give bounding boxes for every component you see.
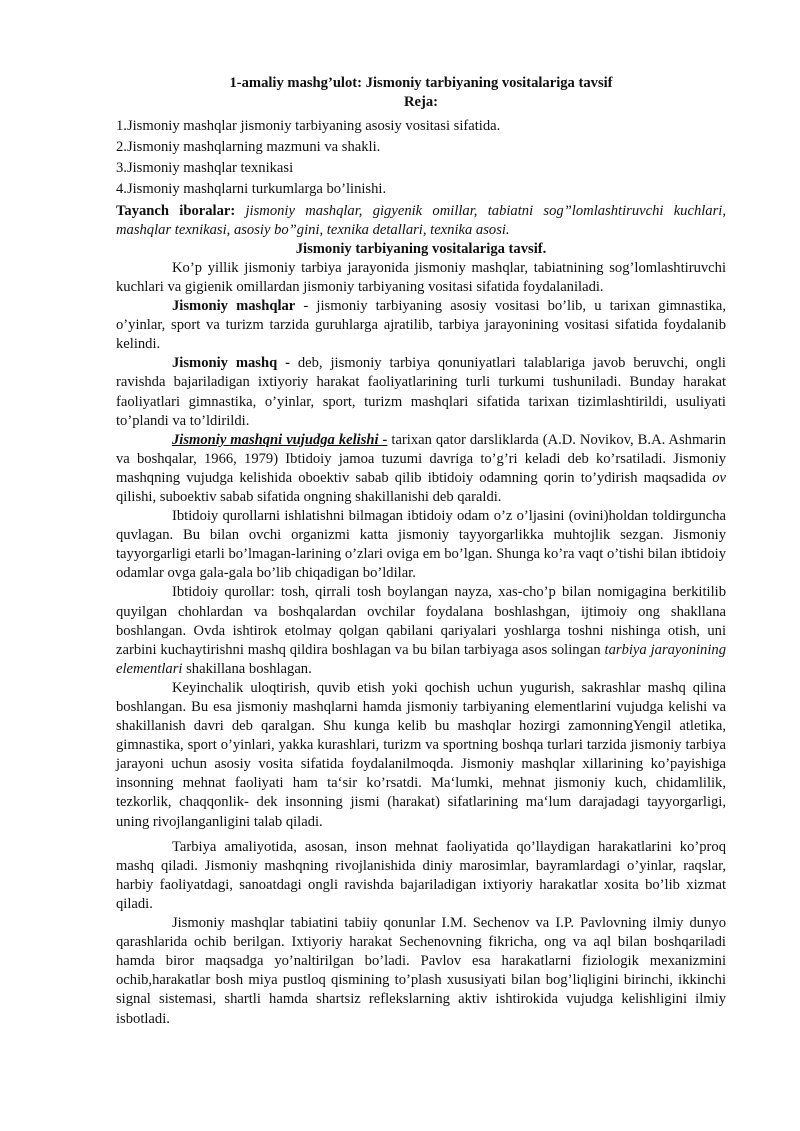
paragraph-origin (116, 431, 726, 507)
document-title: 1-amaliy mashg’ulot: Jismoniy tarbiyaning vositalariga tavsif (229, 75, 613, 91)
term-origin: Jismoniy mashqni vujudga kelishi - (172, 431, 388, 448)
document-page (116, 74, 726, 1029)
paragraph-text: Ibtidoiy qurollar: tosh, qirrali tosh boylangan nayza, xas-cho’p bilan nomigagina berkitilib quyilgan chohlardan va boshqalardan ovchilar foydalana boshlashgan, ijtimoiy ong shakllana boshlangan. Ovda ishtirok etolmay qolgan qabilani qariyalari yoshlarga toshni nishinga otish, uni zarbini kuchaytirishni mashq qildira boshlagan va bu bilan tarbiyaga asos solingan (116, 584, 726, 658)
italic-word: ov (712, 469, 726, 486)
keywords-paragraph (116, 202, 726, 240)
plan-list (116, 117, 726, 199)
paragraph-text: qilishi, suboektiv sabab sifatida ongning shakillanishi deb qaraldi. (116, 488, 502, 505)
paragraph-definition-exercise (116, 354, 726, 430)
plan-item: 3.Jismoniy mashqlar texnikasi (116, 160, 294, 177)
plan-item: 4.Jismoniy mashqlarni turkumlarga bo’linishi. (116, 181, 387, 198)
plan-heading: Reja: (403, 94, 439, 111)
paragraph-intro: Ko’p yillik jismoniy tarbiya jarayonida jismoniy mashqlar, tabiatnining sog’lomlashtiruvchi kuchlari va gigienik omillardan jismoniy tarbiyaning vositasi sifatida foydalaniladi. (116, 259, 726, 295)
paragraph-physiology: Jismoniy mashqlar tabiatini tabiiy qonunlar I.M. Sechenov va I.P. Pavlovning ilmiy dunyo qarashlarida ochib berilgan. Ixtiyoriy harakat Sechenovning fikricha, ong va aql bilan boshqariladi hamda biror maqsadga yo’naltirilgan bo’ladi. Pavlov esa harakatlarni fiziologik mexanizmini ochib,harakatlar bosh miya pustloq qismining to’plash xususiyati bilan bog’liqligini birinchi, ikkinchi signal sistemasi, shartli hamda shartsiz reflekslarning aktiv ishtirokida vujudga kelishligini ilmiy isbotladi. (116, 915, 726, 1027)
plan-item: 2.Jismoniy mashqlarning mazmuni va shakli. (116, 139, 381, 156)
keywords-label: Tayanch iboralar: (116, 202, 236, 219)
paragraph-text: shakillana boshlagan. (182, 660, 312, 677)
paragraph-practice: Tarbiya amaliyotida, asosan, inson mehnat faoliyatida qo’llaydigan harakatlarini ko’proq mashq qiladi. Jismoniy mashqning rivojlanishida diniy marosimlar, bayramlardagi o’yinlar, raqslar, harbiy faoliyatdagi, sanoatdagi ongli ravishda bajariladigan ixtiyoriy harakatlar xosita bo’lib xizmat qiladi. (116, 838, 726, 912)
paragraph-tools (116, 583, 726, 678)
paragraph-text: tarixan qator darsliklarda (A.D. Novikov, B.A. Ashmarin va boshqalar, 1966, 1979) Ibtidoiy jamoa tuzumi davriga to’g’ri keladi deb ko’rsatiladi. Jismoniy mashqning vujudga kelishida oboektiv sabab qilib ibtidoiy odamning qorin to’ydirish maqsadida (116, 431, 726, 486)
term-exercises: Jismoniy mashqlar (172, 298, 296, 315)
section-title: Jismoniy tarbiyaning vositalariga tavsif. (295, 240, 547, 257)
italic-phrase: tarbiya jarayonining elementlari (116, 641, 726, 677)
paragraph-text: - jismoniy tarbiyaning asosiy vositasi bo’lib, u tarixan gimnastika, o’yinlar, sport va turizm tarzida guruhlarga ajratilib, tarbiya jarayonining vositasi sifatida foydalanib kelindi. (116, 298, 726, 353)
paragraph-definition-exercises (116, 297, 726, 354)
term-exercise: Jismoniy mashq - (172, 355, 290, 372)
paragraph-hunting: Ibtidoiy qurollarni ishlatishni bilmagan ibtidoiy odam o’z o’ljasini (ovini)holdan toldirguncha quvlagan. Bu bilan ovchi organizmi katta jismoniy tayyorgarlikka muhtojlik sezgan. Jismoniy tayyorgarligi etarli bo’lmagan-larining o’zlari oviga em bo’lgan. Shunga ko’ra vaqt o’tishi bilan ibtidoiy odamlar ovga gala-gala bo’lib chiqadigan bo’ldilar. (116, 508, 726, 582)
paragraph-development: Keyinchalik uloqtirish, quvib etish yoki qochish uchun yugurish, sakrashlar mashq qilina boshlangan. Bu esa jismoniy mashqlarni hamda jismoniy tarbiyaning elementlarini vujudga kelishi va shakillanish davri deb qaralgan. Shu kunga kelib bu mashqlar hozirgi zamonningYengil atletika, gimnastika, sport o’yinlari, yakka kurashlari, turizm va sportning boshqa turlari tarzida jismoniy tarbiya jarayoni uchun asosiy vosita sifatida foydalanilmoqda. Jismoniy mashqlar xillarining ko’payishiga insonning mehnat faoliyati ham ta‘sir ko’rsatdi. Ma‘lumki, mehnat jismoniy kuch, chidamlilik, tezkorlik, chaqqonlik- dek insonning jismi (harakat) sifatlarining ma‘lum darajadagi tayyorgarligi, uning rivojlanganligini talab qiladi. (116, 679, 726, 830)
paragraph-text: deb, jismoniy tarbiya qonuniyatlari talablariga javob beruvchi, ongli ravishda bajariladigan ixtiyoriy harakat faoliyatlarining turli turkumi tushuniladi. Bunday harakat faoliyatlari gimnastika, o’yinlar, sport, turizm mashqlari sifatida tarixan tizimlashtirildi, usuliyati to’plandi va to’ldirildi. (116, 355, 726, 429)
keywords-text: jismoniy mashqlar, gigyenik omillar, tabiatni sog”lomlashtiruvchi kuchlari, mashqlar texnikasi, asosiy bo”gini, texnika detallari, texnika asosi. (116, 202, 726, 238)
plan-item: 1.Jismoniy mashqlar jismoniy tarbiyaning asosiy vositasi sifatida. (116, 118, 501, 135)
